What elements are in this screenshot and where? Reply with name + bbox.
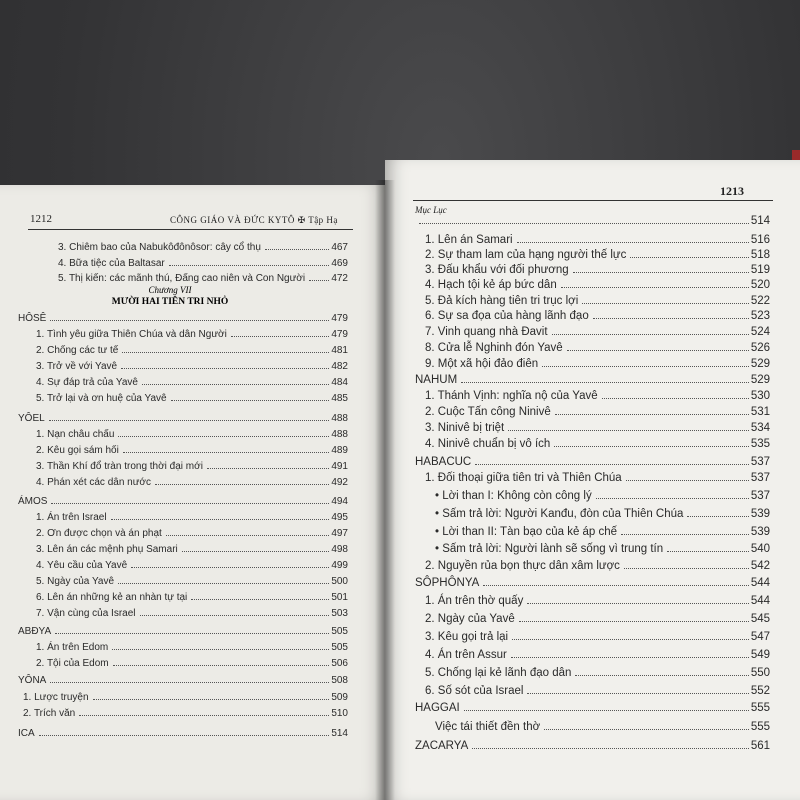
toc-entry — [36, 429, 348, 440]
toc-leader-dots — [419, 223, 749, 224]
toc-entry-title: 3. Chiêm bao của Nabukôđônôsor: cây cổ thụ — [58, 242, 261, 253]
toc-entry-page: 492 — [331, 477, 348, 488]
toc-entry-page: 499 — [331, 560, 348, 571]
toc-entry-title: ZACARYA — [415, 740, 469, 752]
toc-entry — [425, 685, 770, 697]
toc-leader-dots — [544, 729, 749, 730]
toc-leader-dots — [624, 568, 749, 569]
toc-entry-page: 514 — [331, 728, 348, 739]
toc-entry-title: 1. Lên án Samari — [425, 234, 513, 246]
toc-leader-dots — [118, 436, 329, 437]
toc-entry — [36, 528, 348, 539]
toc-leader-dots — [131, 567, 329, 568]
toc-leader-dots — [687, 516, 748, 517]
toc-entry-page: 552 — [750, 685, 770, 697]
toc-leader-dots — [621, 534, 749, 535]
toc-entry-page: 529 — [750, 358, 770, 370]
toc-entry — [425, 422, 770, 434]
toc-entry-page: 526 — [750, 342, 770, 354]
toc-entry-page: 497 — [331, 528, 348, 539]
toc-leader-dots — [49, 420, 330, 421]
toc-entry-title: 2. Cuộc Tấn công Ninivê — [425, 406, 551, 418]
toc-leader-dots — [111, 519, 330, 520]
toc-leader-dots — [561, 287, 749, 288]
toc-entry-title: 5. Chống lại kẻ lãnh đạo dân — [425, 667, 572, 679]
toc-leader-dots — [121, 368, 329, 369]
toc-entry-page: 467 — [331, 242, 348, 253]
toc-entry-title: 3. Ninivê bị triệt — [425, 422, 505, 434]
toc-entry-page: 501 — [331, 592, 348, 603]
toc-entry — [18, 728, 348, 739]
toc-entry — [36, 576, 348, 587]
toc-leader-dots — [472, 748, 749, 749]
toc-entry-title: 3. Kêu gọi trả lại — [425, 631, 509, 643]
right-running-title: Mục Lục — [415, 205, 447, 215]
toc-entry-page: 544 — [750, 595, 770, 607]
toc-entry — [36, 642, 348, 653]
toc-entry — [36, 377, 348, 388]
toc-entry-page: 539 — [750, 526, 770, 538]
toc-leader-dots — [169, 265, 330, 266]
toc-entry-title: HÔSÊ — [18, 313, 47, 324]
toc-entry-page: 535 — [750, 438, 770, 450]
toc-entry-title: ABĐYA — [18, 626, 52, 637]
toc-entry — [36, 361, 348, 372]
toc-entry-title: 2. Ngày của Yavê — [425, 613, 515, 625]
toc-entry-title: 5. Đả kích hàng tiên tri trục lợi — [425, 295, 579, 307]
toc-entry-title: 1. Tình yêu giữa Thiên Chúa và dân Người — [36, 329, 227, 340]
toc-leader-dots — [519, 621, 749, 622]
toc-entry-title: 5. Trở lại và ơn huệ của Yavê — [36, 393, 167, 404]
toc-entry-title: 1. Đối thoại giữa tiên tri và Thiên Chúa — [425, 472, 622, 484]
toc-entry — [425, 438, 770, 450]
toc-entry — [58, 273, 348, 284]
toc-entry-title: 6. Lên án những kẻ an nhàn tự tại — [36, 592, 188, 603]
toc-leader-dots — [527, 603, 748, 604]
toc-entry-title: ÁMOS — [18, 496, 48, 507]
toc-leader-dots — [50, 320, 329, 321]
toc-entry — [23, 708, 348, 719]
toc-entry-page: 547 — [750, 631, 770, 643]
toc-entry-title: 2. Tội của Edom — [36, 658, 109, 669]
toc-entry-page: 509 — [331, 692, 348, 703]
toc-entry-page: 479 — [331, 329, 348, 340]
toc-entry-title: • Sấm trả lời: Người Kanđu, đòn của Thiên Chúa — [435, 508, 684, 520]
left-page — [0, 185, 385, 800]
toc-leader-dots — [265, 249, 329, 250]
toc-leader-dots — [626, 480, 749, 481]
toc-entry-page: 514 — [750, 215, 770, 227]
toc-entry — [18, 626, 348, 637]
toc-entry-page: 545 — [750, 613, 770, 625]
toc-entry-page: 534 — [750, 422, 770, 434]
toc-entry-title: 1. Lược truyện — [23, 692, 89, 703]
chapter-title: MƯỜI HAI TIÊN TRI NHỎ — [111, 297, 229, 307]
toc-entry-page: 523 — [750, 310, 770, 322]
toc-entry — [425, 595, 770, 607]
toc-entry-page: 555 — [750, 721, 770, 733]
toc-leader-dots — [112, 649, 329, 650]
toc-leader-dots — [593, 318, 749, 319]
toc-entry-title: 1. Án trên Israel — [36, 512, 107, 523]
toc-leader-dots — [461, 382, 749, 383]
toc-entry — [36, 512, 348, 523]
toc-entry — [435, 508, 770, 520]
toc-entry-page: 537 — [750, 456, 770, 468]
toc-entry-page: 469 — [331, 258, 348, 269]
toc-leader-dots — [483, 585, 748, 586]
toc-entry-title: 4. Bữa tiệc của Baltasar — [58, 258, 165, 269]
toc-entry — [425, 613, 770, 625]
toc-leader-dots — [155, 484, 329, 485]
toc-leader-dots — [554, 446, 749, 447]
toc-leader-dots — [630, 257, 748, 258]
toc-entry — [36, 329, 348, 340]
toc-entry — [425, 631, 770, 643]
toc-leader-dots — [113, 665, 330, 666]
toc-leader-dots — [552, 334, 749, 335]
toc-entry-page: 505 — [331, 642, 348, 653]
toc-entry — [18, 313, 348, 324]
toc-entry-title: 6. Sự sa đọa của hàng lãnh đạo — [425, 310, 589, 322]
toc-entry-page: 544 — [750, 577, 770, 589]
toc-leader-dots — [123, 452, 329, 453]
toc-leader-dots — [309, 280, 329, 281]
toc-entry-page: 488 — [331, 429, 348, 440]
toc-entry-page: 484 — [331, 377, 348, 388]
toc-entry-title: 5. Thị kiến: các mãnh thú, Đấng cao niên và Con Người — [58, 273, 306, 284]
toc-entry — [435, 490, 770, 502]
toc-entry-title: 7. Vận cùng của Israel — [36, 608, 136, 619]
toc-entry-title: 3. Thần Khí đổ tràn trong thời đại mới — [36, 461, 203, 472]
toc-entry — [425, 326, 770, 338]
toc-leader-dots — [512, 639, 749, 640]
toc-entry-title: 2. Chống các tư tế — [36, 345, 119, 356]
toc-leader-dots — [582, 303, 749, 304]
toc-entry — [415, 215, 770, 227]
toc-entry — [36, 560, 348, 571]
toc-leader-dots — [39, 735, 330, 736]
toc-leader-dots — [596, 498, 749, 499]
toc-entry — [435, 543, 770, 555]
toc-entry — [435, 721, 770, 733]
toc-entry-page: 542 — [750, 560, 770, 572]
toc-leader-dots — [79, 715, 329, 716]
toc-leader-dots — [55, 633, 329, 634]
toc-entry — [425, 649, 770, 661]
toc-entry-title: 2. Kêu gọi sám hối — [36, 445, 119, 456]
toc-entry-page: 524 — [750, 326, 770, 338]
toc-entry — [425, 667, 770, 679]
toc-entry-title: HAGGAI — [415, 702, 460, 714]
toc-entry — [415, 456, 770, 468]
toc-leader-dots — [207, 468, 329, 469]
toc-entry-page: 494 — [331, 496, 348, 507]
toc-entry-page: 561 — [750, 740, 770, 752]
right-page-number: 1213 — [720, 184, 744, 198]
toc-entry — [58, 242, 348, 253]
toc-leader-dots — [567, 350, 749, 351]
toc-entry-page: 508 — [331, 675, 348, 686]
toc-entry-page: 520 — [750, 279, 770, 291]
toc-entry-page: 518 — [750, 249, 770, 261]
toc-entry-title: 4. Phán xét các dân nước — [36, 477, 151, 488]
toc-entry-page: 482 — [331, 361, 348, 372]
toc-leader-dots — [142, 384, 329, 385]
toc-entry — [425, 310, 770, 322]
toc-entry-title: 4. Yêu cầu của Yavê — [36, 560, 128, 571]
toc-entry — [435, 526, 770, 538]
toc-leader-dots — [182, 551, 330, 552]
toc-entry-page: 522 — [750, 295, 770, 307]
toc-entry — [36, 445, 348, 456]
toc-entry — [425, 295, 770, 307]
toc-entry — [36, 592, 348, 603]
toc-leader-dots — [166, 535, 330, 536]
toc-entry-page: 506 — [331, 658, 348, 669]
toc-entry-page: 500 — [331, 576, 348, 587]
left-page-number: 1212 — [30, 213, 52, 225]
toc-entry — [18, 675, 348, 686]
toc-entry — [36, 658, 348, 669]
book-gutter — [375, 180, 395, 800]
right-header-rule — [413, 200, 773, 201]
toc-entry-title: ICA — [18, 728, 35, 739]
toc-leader-dots — [191, 599, 329, 600]
toc-entry-page: 481 — [331, 345, 348, 356]
toc-entry-title: 4. Sự đáp trả của Yavê — [36, 377, 138, 388]
toc-entry — [425, 406, 770, 418]
toc-leader-dots — [517, 242, 749, 243]
toc-entry — [415, 577, 770, 589]
toc-entry-title: • Lời than I: Không còn công lý — [435, 490, 592, 502]
toc-leader-dots — [511, 657, 749, 658]
toc-entry — [36, 608, 348, 619]
toc-entry-page: 503 — [331, 608, 348, 619]
toc-entry-page: 498 — [331, 544, 348, 555]
toc-entry — [18, 496, 348, 507]
toc-entry-title: 2. Sự tham lam của hạng người thế lực — [425, 249, 627, 261]
toc-entry-title: 2. Nguyền rủa bọn thực dân xâm lược — [425, 560, 620, 572]
toc-entry-title: 7. Vinh quang nhà Đavit — [425, 326, 548, 338]
toc-entry-page: 529 — [750, 374, 770, 386]
toc-entry-title: 4. Ninivê chuẩn bị vô ích — [425, 438, 551, 450]
toc-entry-page: 540 — [750, 543, 770, 555]
toc-leader-dots — [50, 682, 329, 683]
toc-entry-page: 519 — [750, 264, 770, 276]
toc-leader-dots — [602, 398, 749, 399]
toc-entry-page: 479 — [331, 313, 348, 324]
toc-entry-title: Việc tái thiết đền thờ — [435, 721, 541, 733]
toc-entry — [425, 234, 770, 246]
toc-leader-dots — [464, 710, 749, 711]
toc-entry — [18, 413, 348, 424]
toc-entry-title: 2. Trích văn — [23, 708, 76, 719]
toc-entry-title: 1. Án trên thờ quấy — [425, 595, 524, 607]
toc-leader-dots — [122, 352, 329, 353]
toc-entry-title: HABACUC — [415, 456, 472, 468]
toc-leader-dots — [575, 675, 748, 676]
toc-entry-page: 495 — [331, 512, 348, 523]
toc-entry — [58, 258, 348, 269]
toc-leader-dots — [542, 366, 749, 367]
toc-leader-dots — [231, 336, 330, 337]
toc-entry — [36, 477, 348, 488]
toc-entry-page: 550 — [750, 667, 770, 679]
toc-leader-dots — [93, 699, 330, 700]
toc-entry-page: 516 — [750, 234, 770, 246]
toc-entry-page: 488 — [331, 413, 348, 424]
toc-entry — [425, 560, 770, 572]
toc-leader-dots — [555, 414, 749, 415]
toc-entry-title: 2. Ơn được chọn và án phạt — [36, 528, 162, 539]
toc-entry-page: 531 — [750, 406, 770, 418]
toc-entry-title: YÔEL — [18, 413, 45, 424]
toc-leader-dots — [118, 583, 329, 584]
toc-entry — [415, 702, 770, 714]
toc-entry — [425, 264, 770, 276]
toc-entry-page: 491 — [331, 461, 348, 472]
toc-entry-title: 1. Nạn châu chấu — [36, 429, 115, 440]
toc-entry-title: 3. Trở về với Yavê — [36, 361, 118, 372]
toc-entry-page: 510 — [331, 708, 348, 719]
toc-entry — [425, 390, 770, 402]
toc-entry — [36, 544, 348, 555]
toc-leader-dots — [475, 464, 749, 465]
toc-entry — [36, 393, 348, 404]
toc-entry — [425, 358, 770, 370]
toc-entry — [415, 740, 770, 752]
toc-leader-dots — [667, 551, 749, 552]
toc-entry-title: 1. Án trên Edom — [36, 642, 109, 653]
toc-entry-title: NAHUM — [415, 374, 458, 386]
toc-entry-page: 472 — [331, 273, 348, 284]
toc-entry-page: 555 — [750, 702, 770, 714]
toc-entry — [425, 249, 770, 261]
toc-leader-dots — [140, 615, 330, 616]
toc-entry-title: 1. Thánh Vịnh: nghĩa nộ của Yavê — [425, 390, 598, 402]
toc-entry — [425, 342, 770, 354]
toc-leader-dots — [51, 503, 329, 504]
toc-entry-title: 3. Lên án các mệnh phụ Samari — [36, 544, 178, 555]
left-header-rule — [28, 229, 353, 230]
toc-entry — [36, 461, 348, 472]
toc-entry-title: 9. Một xã hội đảo điên — [425, 358, 539, 370]
toc-entry-page: 537 — [750, 490, 770, 502]
toc-entry-title: 3. Đấu khẩu với đối phương — [425, 264, 569, 276]
toc-entry-title: 5. Ngày của Yavê — [36, 576, 115, 587]
chapter-label: Chương VII — [148, 285, 192, 295]
toc-leader-dots — [171, 400, 330, 401]
toc-entry-page: 530 — [750, 390, 770, 402]
toc-entry-title: • Sấm trả lời: Người lành sẽ sống vì trung tín — [435, 543, 664, 555]
toc-entry-title: 4. Án trên Assur — [425, 649, 507, 661]
toc-entry — [425, 472, 770, 484]
toc-entry — [415, 374, 770, 386]
toc-entry-page: 489 — [331, 445, 348, 456]
toc-leader-dots — [573, 272, 749, 273]
toc-entry — [425, 279, 770, 291]
right-page — [385, 160, 800, 800]
toc-entry-page: 485 — [331, 393, 348, 404]
toc-leader-dots — [508, 430, 749, 431]
toc-entry-title: 4. Hạch tội kẻ áp bức dân — [425, 279, 557, 291]
toc-leader-dots — [527, 693, 748, 694]
left-running-title: CÔNG GIÁO VÀ ĐỨC KYTÔ ✠ Tập Hạ — [170, 215, 338, 225]
toc-entry-title: SÔPHÔNYA — [415, 577, 480, 589]
toc-entry-title: 6. Số sót của Israel — [425, 685, 524, 697]
toc-entry-page: 549 — [750, 649, 770, 661]
toc-entry — [36, 345, 348, 356]
toc-entry-page: 537 — [750, 472, 770, 484]
toc-entry-title: 8. Cửa lễ Nghinh đón Yavê — [425, 342, 563, 354]
toc-entry — [23, 692, 348, 703]
toc-entry-title: YÔNA — [18, 675, 47, 686]
toc-entry-title: • Lời than II: Tàn bạo của kẻ áp chế — [435, 526, 618, 538]
toc-entry-page: 539 — [750, 508, 770, 520]
toc-entry-page: 505 — [331, 626, 348, 637]
